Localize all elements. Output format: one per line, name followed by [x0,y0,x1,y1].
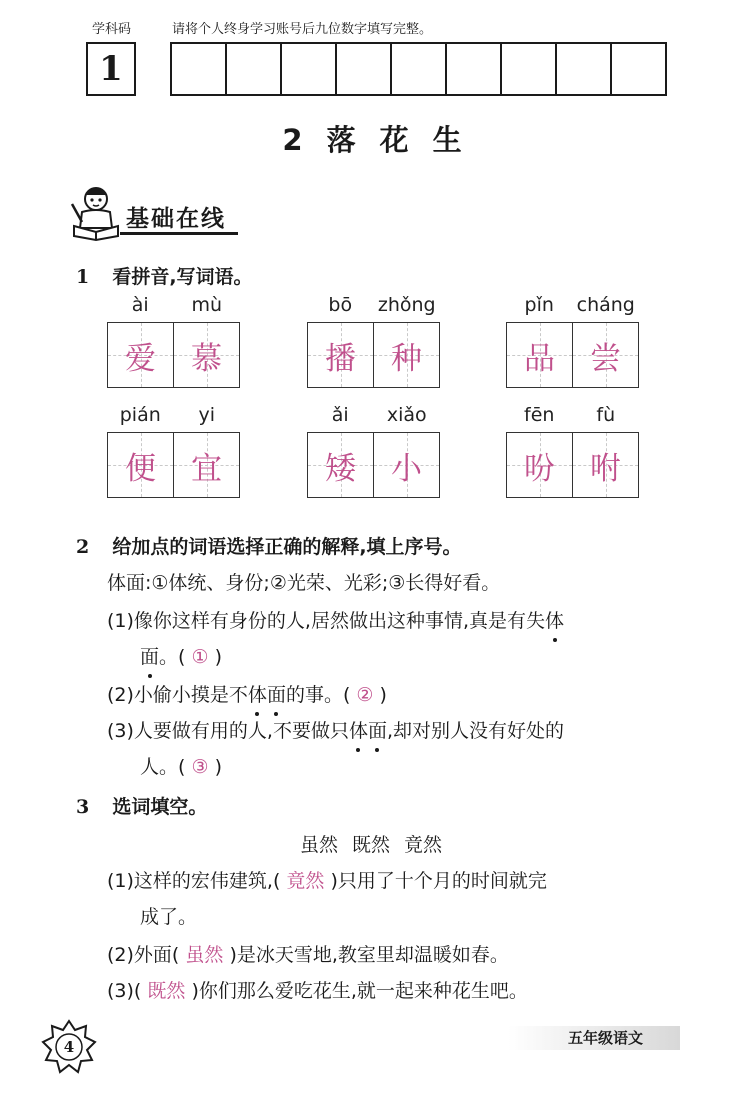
choice-word: 既然 [352,834,391,856]
pinyin-syllable: mù [191,294,223,316]
lesson-title-char: 生 [432,123,468,157]
answer-cell[interactable]: 播 [308,323,374,387]
pinyin-syllable: zhǒng [377,294,436,316]
answer-cell[interactable]: 矮 [308,433,374,497]
q2-item-3-line-1: (3)人要做有用的人,不要做只体面,却对别人没有好处的 [107,716,564,743]
q3-item-2: (2)外面( 虽然 )是冰天雪地,教室里却温暖如春。 [107,944,509,966]
pinyin-syllable: cháng [576,294,635,316]
account-digit-cell[interactable] [447,44,502,94]
dotted-char: 体 [545,606,564,633]
dotted-char: 面 [368,716,387,743]
q2-item-1-line-2: 面。( ① ) [140,642,222,669]
subject-code: 1 [99,49,123,89]
q2-header [76,532,462,559]
lesson-number: 2 [282,123,309,157]
answer-text[interactable]: ① [191,646,209,668]
student-reading-icon [64,182,126,242]
q3-item-3: (3)( 既然 )你们那么爱吃花生,就一起来种花生吧。 [107,980,528,1002]
answer-cell[interactable]: 便 [108,433,174,497]
pinyin-syllable: pǐn [524,294,554,316]
q2-number: 2 [76,536,90,558]
answer-cell[interactable]: 爱 [108,323,174,387]
dotted-char: 面 [140,642,159,669]
account-digit-cell[interactable] [172,44,227,94]
q3-prompt: 选词填空。 [112,796,208,818]
pinyin-word-1 [107,294,240,388]
pinyin-word-5 [307,404,440,498]
pinyin-syllable: yi [198,404,216,426]
answer-cell[interactable]: 慕 [174,323,239,387]
subject-code-box [86,42,136,96]
q3-number: 3 [76,796,90,818]
q1-header [76,262,253,289]
pinyin-word-3 [506,294,639,388]
answer-cell[interactable]: 尝 [573,323,638,387]
q3-header [76,792,207,819]
lesson-title-char: 花 [379,123,415,157]
account-digit-cell[interactable] [392,44,447,94]
q1-number: 1 [76,266,90,288]
answer-cell[interactable]: 咐 [573,433,638,497]
dotted-char: 体 [349,716,368,743]
page-number: 4 [63,1038,75,1056]
pinyin-syllable: pián [119,404,161,426]
answer-cell[interactable]: 小 [374,433,439,497]
account-digit-cell[interactable] [282,44,337,94]
dotted-char: 面 [267,680,286,707]
choice-word: 竟然 [404,834,443,856]
answer-text[interactable]: 竟然 [286,870,325,892]
grade-label: 五年级语文 [568,1029,644,1047]
account-digit-cell[interactable] [502,44,557,94]
q2-item-2: (2)小偷小摸是不体面的事。( ② ) [107,680,387,707]
answer-cell[interactable]: 宜 [174,433,239,497]
account-instruction: 请将个人终身学习账号后九位数字填写完整。 [172,22,433,37]
subject-code-label: 学科码 [92,22,132,37]
q3-item-1-line-2: 成了。 [140,906,198,928]
q2-item-1-line-1: (1)像你这样有身份的人,居然做出这种事情,真是有失体 [107,606,564,633]
pinyin-word-2 [307,294,440,388]
pinyin-syllable: bō [328,294,353,316]
account-digit-cell[interactable] [337,44,392,94]
account-digit-cell[interactable] [612,44,665,94]
answer-cell[interactable]: 吩 [507,433,573,497]
q3-item-1-line-1: (1)这样的宏伟建筑,( 竟然 )只用了十个月的时间就完 [107,870,547,892]
pinyin-syllable: xiǎo [386,404,427,426]
q2-definition: 体面:①体统、身份;②光荣、光彩;③长得好看。 [107,572,501,594]
pinyin-word-4 [107,404,240,498]
q3-word-choices [300,830,456,857]
account-digit-boxes[interactable] [170,42,667,96]
pinyin-syllable: ài [131,294,149,316]
answer-text[interactable]: ② [356,684,374,706]
lesson-title-char: 落 [326,123,362,157]
pinyin-word-6 [506,404,639,498]
answer-text[interactable]: 虽然 [185,944,224,966]
answer-text[interactable]: 既然 [147,980,186,1002]
answer-cell[interactable]: 种 [374,323,439,387]
account-digit-cell[interactable] [227,44,282,94]
lesson-title [0,118,750,159]
q2-item-3-line-2: 人。( ③ ) [140,756,222,778]
section-basic-online: 基础在线 [126,206,226,232]
q1-prompt: 看拼音,写词语。 [112,266,253,288]
pinyin-syllable: fù [596,404,616,426]
choice-word: 虽然 [300,834,339,856]
answer-cell[interactable]: 品 [507,323,573,387]
dotted-char: 体 [248,680,267,707]
section-underline [120,232,238,235]
account-digit-cell[interactable] [557,44,612,94]
pinyin-syllable: fēn [524,404,555,426]
pinyin-syllable: ǎi [331,404,349,426]
q2-prompt: 给加点的词语选择正确的解释,填上序号。 [112,536,462,558]
answer-text[interactable]: ③ [191,756,209,778]
